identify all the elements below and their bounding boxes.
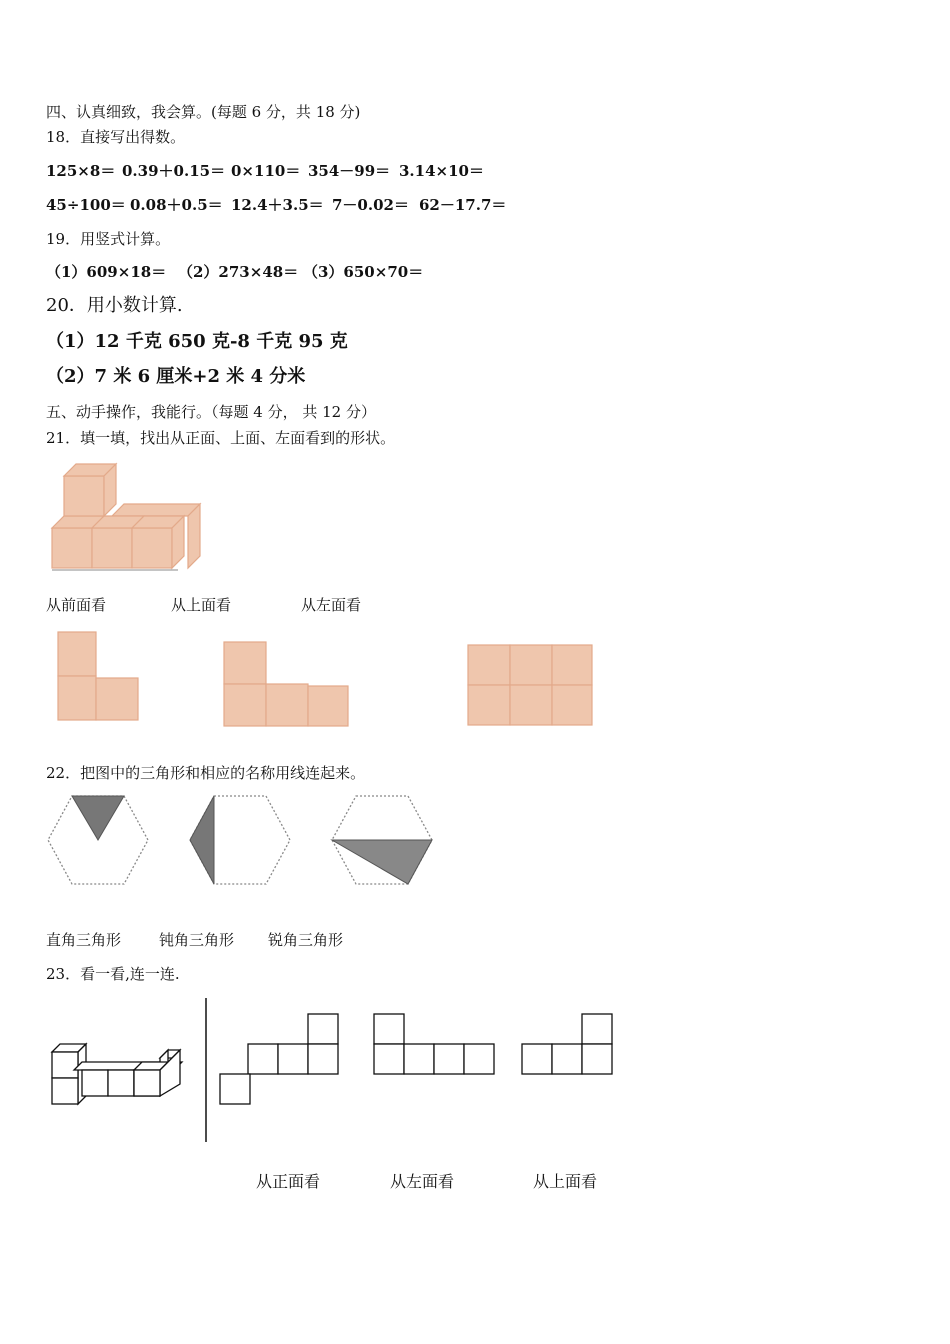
q23-title: 23．看一看,连一连. [46, 965, 180, 983]
q22-name-right-triangle: 直角三角形 [46, 931, 122, 949]
q23-view-shape-a [218, 1012, 342, 1106]
q21-view-front-label: 从前面看 [46, 596, 107, 614]
q18-r2-c3: 12.4＋3.5＝ [231, 196, 324, 214]
q22-name-acute-triangle: 锐角三角形 [268, 931, 344, 949]
q18-title: 18．直接写出得数。 [46, 128, 186, 146]
q18-r1-c3: 0×110＝ [231, 162, 301, 180]
q18-r2-c4: 7－0.02＝ [332, 196, 409, 214]
q22-hexagon-3 [330, 794, 436, 888]
q19-item-1: （1）609×18＝ [46, 263, 167, 281]
q20-item-1: （1）12 千克 650 克-8 千克 95 克 [46, 331, 348, 352]
q23-view-front-label: 从正面看 [256, 1172, 321, 1191]
q20-title: 20．用小数计算. [46, 295, 183, 316]
section4-heading: 四、认真细致，我会算。(每题 6 分，共 18 分) [46, 103, 361, 121]
q19-title: 19．用竖式计算。 [46, 230, 171, 248]
q23-view-top-label: 从上面看 [533, 1172, 598, 1191]
q23-view-shape-b [372, 1012, 498, 1076]
q23-view-left-label: 从左面看 [390, 1172, 455, 1191]
q18-r1-c5: 3.14×10＝ [399, 162, 484, 180]
q23-view-shape-c [520, 1012, 616, 1076]
q19-item-3: （3）650×70＝ [303, 263, 424, 281]
q21-view-shape-c [466, 643, 596, 727]
q18-r2-c5: 62－17.7＝ [419, 196, 507, 214]
q22-name-obtuse-triangle: 钝角三角形 [159, 931, 235, 949]
section5-heading: 五、动手操作，我能行。（每题 4 分， 共 12 分） [46, 403, 376, 421]
q21-title: 21．填一填，找出从正面、上面、左面看到的形状。 [46, 429, 396, 447]
q21-cube-stack-figure [46, 460, 206, 578]
q22-title: 22．把图中的三角形和相应的名称用线连起来。 [46, 764, 366, 782]
q18-r1-c4: 354－99＝ [308, 162, 391, 180]
q23-cube-figure [48, 1040, 184, 1106]
q21-view-shape-b [222, 640, 352, 728]
q19-item-2: （2）273×48＝ [178, 263, 299, 281]
q20-item-2: （2）7 米 6 厘米+2 米 4 分米 [46, 366, 306, 387]
q18-r1-c2: 0.39＋0.15＝ [122, 162, 226, 180]
q22-hexagon-2 [188, 794, 294, 888]
q21-view-shape-a [56, 630, 142, 724]
q18-r1-c1: 125×8＝ [46, 162, 116, 180]
q21-view-left-label: 从左面看 [301, 596, 362, 614]
q21-view-top-label: 从上面看 [171, 596, 232, 614]
q22-hexagon-1 [46, 794, 152, 888]
q23-divider-line [204, 998, 208, 1142]
q18-r2-c2: 0.08＋0.5＝ [130, 196, 223, 214]
q18-r2-c1: 45÷100＝ [46, 196, 126, 214]
